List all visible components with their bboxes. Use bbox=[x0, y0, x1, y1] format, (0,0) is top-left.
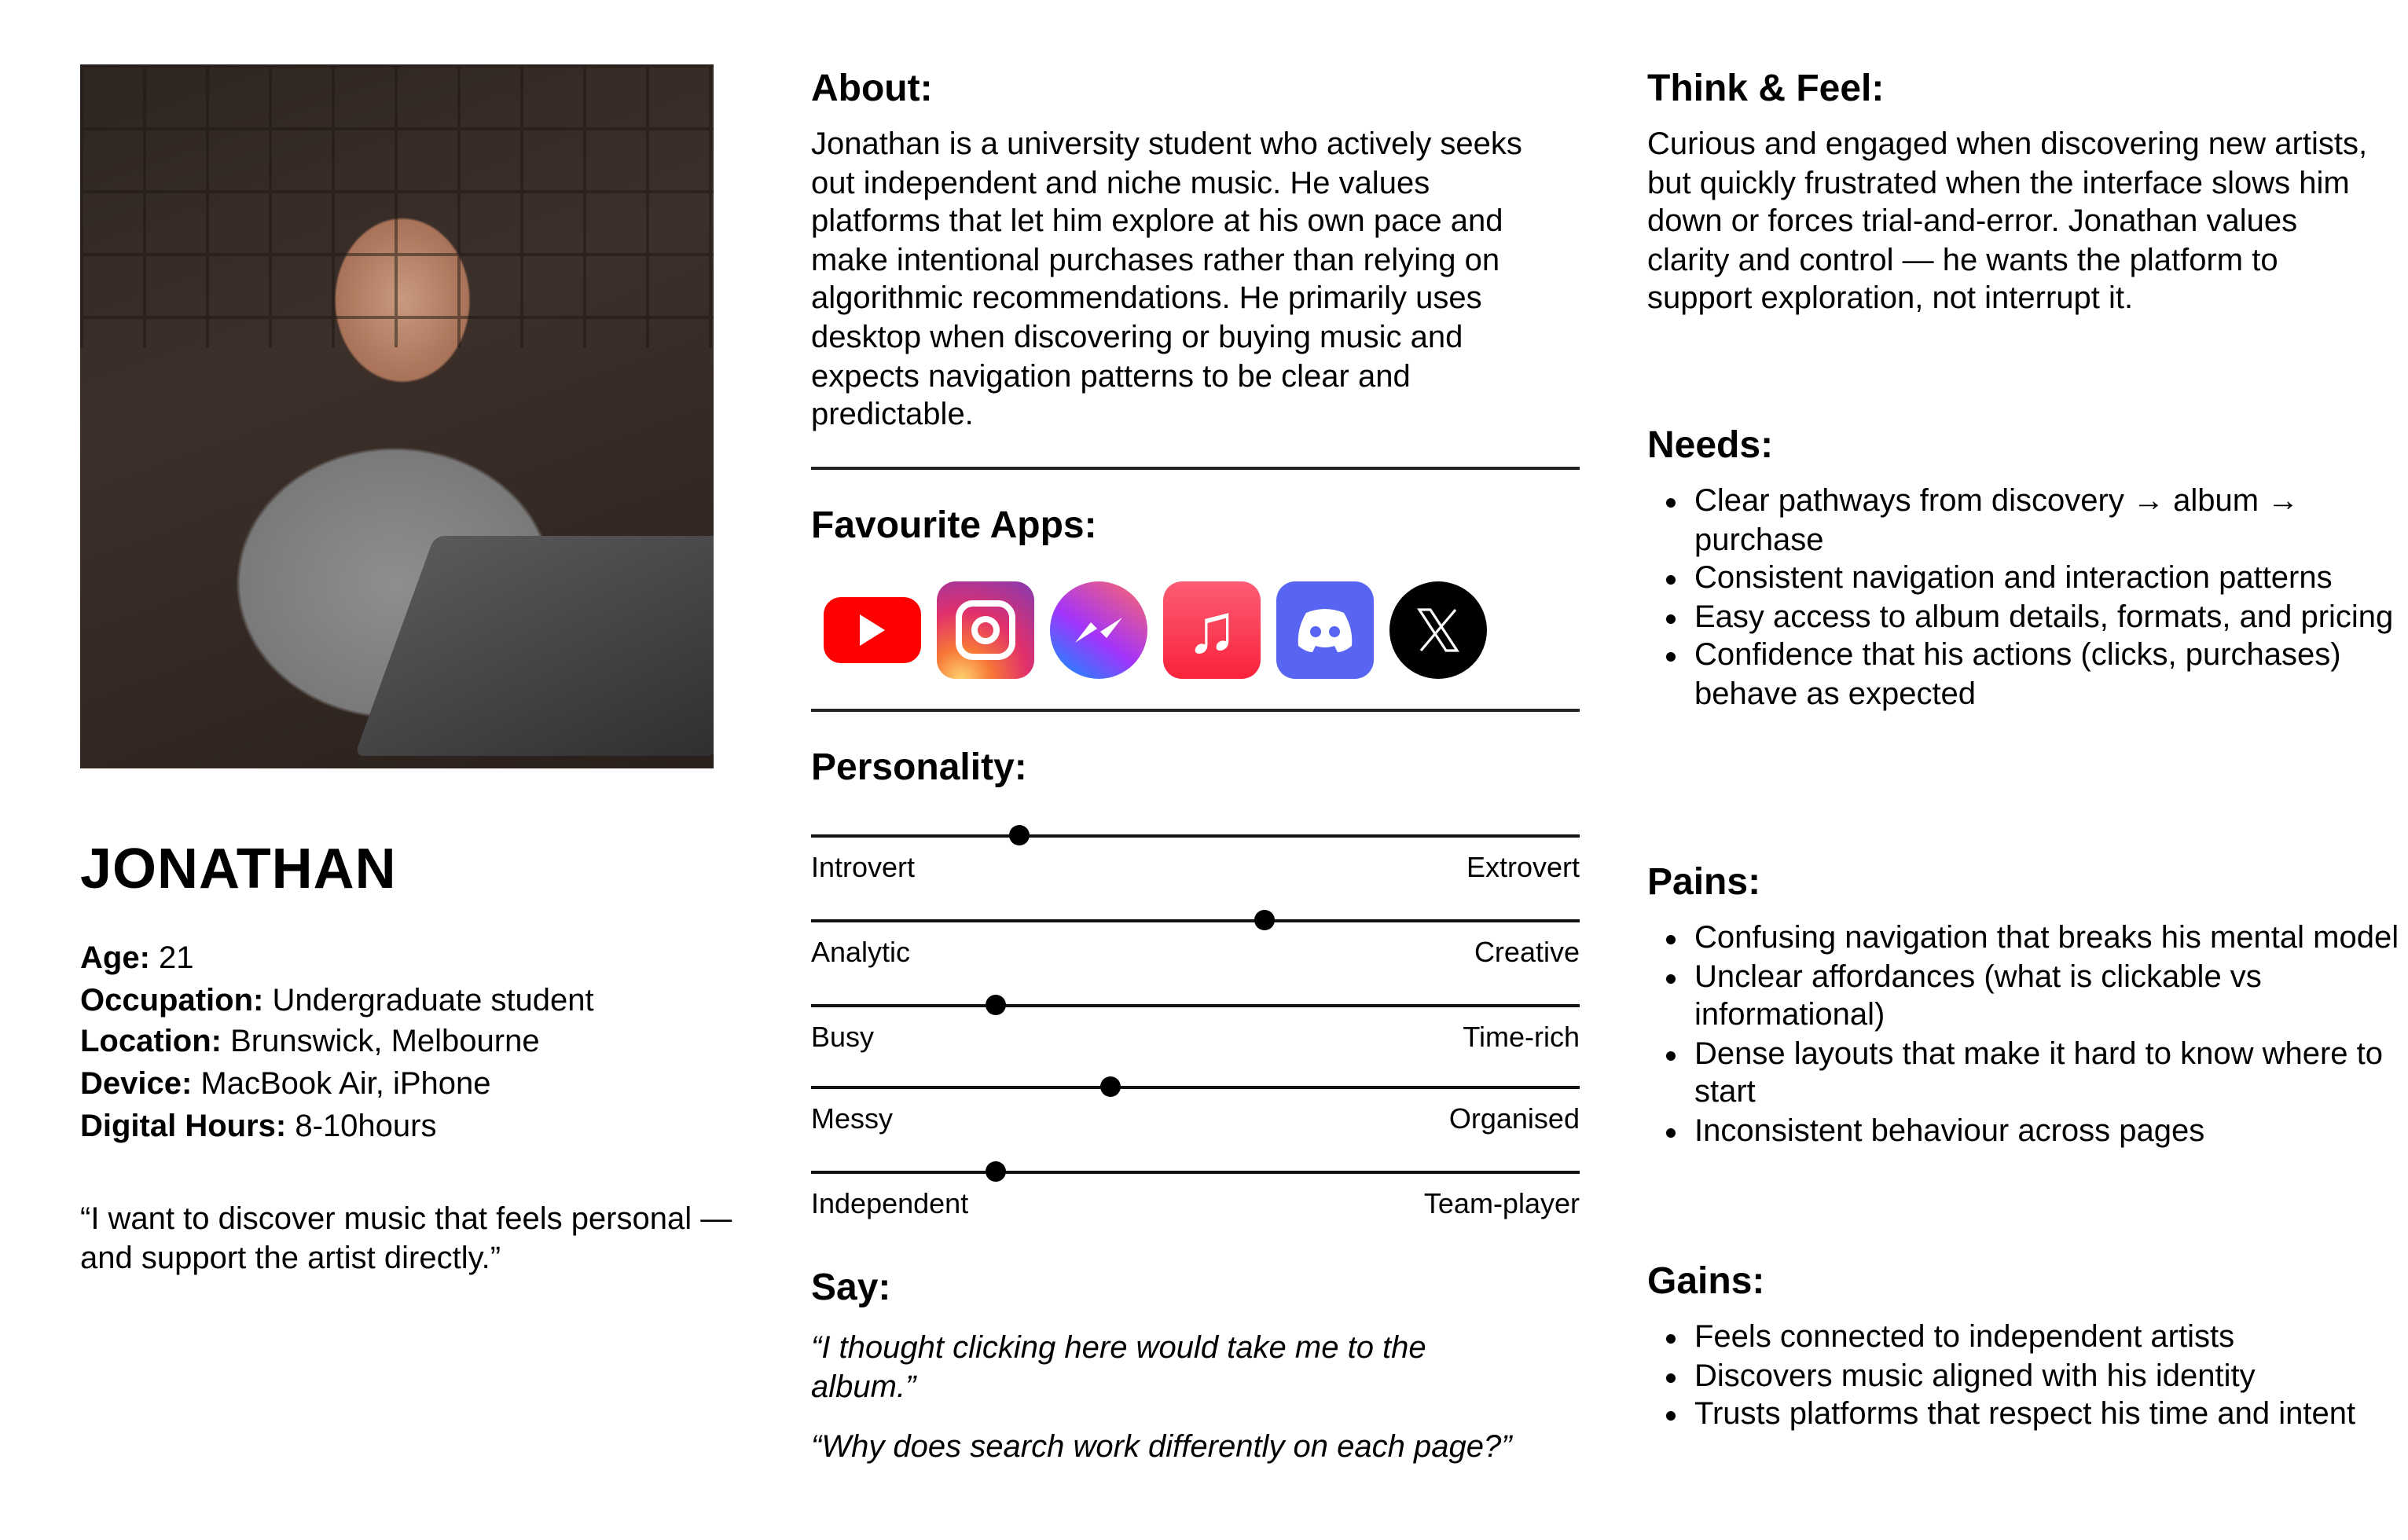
say-quote: “Why does search work differently on each page?” bbox=[811, 1430, 1512, 1465]
personality-slider bbox=[811, 1004, 1580, 1067]
trait-right-label: Creative bbox=[1474, 937, 1580, 968]
slider-track bbox=[811, 1086, 1580, 1088]
detail-location bbox=[80, 1022, 594, 1064]
slider-marker bbox=[1254, 910, 1275, 930]
personality-slider bbox=[811, 1086, 1580, 1149]
think-feel-heading: Think & Feel: bbox=[1647, 68, 1885, 110]
trait-left-label: Introvert bbox=[811, 852, 916, 883]
slider-marker bbox=[1100, 1076, 1121, 1097]
say-heading: Say: bbox=[811, 1267, 891, 1309]
needs-list bbox=[1647, 482, 2408, 714]
detail-label: Digital Hours: bbox=[80, 1109, 287, 1144]
gains-list bbox=[1647, 1318, 2408, 1435]
detail-value: MacBook Air, iPhone bbox=[192, 1067, 491, 1102]
trait-left-label: Independent bbox=[811, 1188, 969, 1219]
slider-track bbox=[811, 919, 1580, 922]
persona-photo bbox=[80, 64, 714, 768]
detail-label: Occupation: bbox=[80, 983, 264, 1018]
trait-left-label: Busy bbox=[811, 1021, 875, 1053]
trait-right-label: Extrovert bbox=[1466, 852, 1580, 883]
detail-digital-hours bbox=[80, 1106, 594, 1148]
persona-quote: “I want to discover music that feels personal — and support the artist directly.” bbox=[80, 1202, 732, 1276]
list-item: • Unclear affordances (what is clickable vs informational) bbox=[1694, 958, 2408, 1035]
trait-left-label: Analytic bbox=[811, 937, 911, 968]
list-item: • Easy access to album details, formats, and pricing bbox=[1694, 599, 2408, 637]
detail-label: Location: bbox=[80, 1025, 222, 1060]
personality-slider bbox=[811, 1171, 1580, 1234]
detail-device bbox=[80, 1064, 594, 1106]
personality-slider bbox=[811, 919, 1580, 982]
list-item: • Consistent navigation and interaction patterns bbox=[1694, 559, 2408, 598]
say-quote: “I thought clicking here would take me to the album.” bbox=[811, 1331, 1426, 1405]
slider-track bbox=[811, 834, 1580, 837]
detail-value: 21 bbox=[149, 941, 194, 976]
slider-track bbox=[811, 1004, 1580, 1006]
persona-details bbox=[80, 938, 594, 1148]
list-item: • Inconsistent behaviour across pages bbox=[1694, 1113, 2408, 1151]
list-item: • Discovers music aligned with his identity bbox=[1694, 1357, 2408, 1395]
divider bbox=[811, 467, 1580, 469]
trait-right-label: Organised bbox=[1448, 1103, 1580, 1135]
list-item: • Confidence that his actions (clicks, purchases) behave as expected bbox=[1694, 637, 2408, 714]
personality-slider bbox=[811, 834, 1580, 897]
slider-track bbox=[811, 1171, 1580, 1173]
messenger-icon bbox=[1050, 581, 1147, 679]
about-heading: About: bbox=[811, 68, 933, 110]
list-item: • Confusing navigation that breaks his mental model bbox=[1694, 919, 2408, 958]
list-item: • Clear pathways from discovery → album → purchase bbox=[1694, 482, 2408, 559]
trait-right-label: Team-player bbox=[1423, 1188, 1580, 1219]
favourite-apps bbox=[824, 581, 1487, 679]
think-feel-text: Curious and engaged when discovering new artists, but quickly frustrated when the interface slows him down or forces trial-and-error. Jonathan values clarity and control — he wants the platform to support exploration, not interrupt it. bbox=[1647, 127, 2368, 317]
detail-value: Brunswick, Melbourne bbox=[222, 1025, 540, 1060]
slider-marker bbox=[1008, 825, 1029, 845]
detail-occupation bbox=[80, 980, 594, 1021]
pains-list bbox=[1647, 919, 2408, 1151]
list-item: • Trusts platforms that respect his time and intent bbox=[1694, 1395, 2408, 1434]
slider-marker bbox=[986, 1161, 1006, 1182]
personality-heading: Personality: bbox=[811, 746, 1027, 789]
x-icon bbox=[1389, 581, 1487, 679]
list-item: • Feels connected to independent artists bbox=[1694, 1318, 2408, 1357]
trait-left-label: Messy bbox=[811, 1103, 894, 1135]
apple-music-icon: ♫ bbox=[1163, 581, 1261, 679]
detail-age bbox=[80, 938, 594, 980]
detail-label: Age: bbox=[80, 941, 150, 976]
about-text: Jonathan is a university student who actively seeks out independent and niche music. He values platforms that let him explore at his own pace and make intentional purchases rather than relying on algorithmic recommendations. He primarily uses desktop when discovering or buying music and expects navigation patterns to be clear and predictable. bbox=[811, 127, 1522, 433]
instagram-icon bbox=[937, 581, 1034, 679]
favourite-apps-heading: Favourite Apps: bbox=[811, 504, 1097, 547]
list-item: • Dense layouts that make it hard to know where to start bbox=[1694, 1036, 2408, 1113]
youtube-icon bbox=[824, 581, 921, 679]
trait-right-label: Time-rich bbox=[1463, 1021, 1580, 1053]
detail-value: 8-10hours bbox=[286, 1109, 437, 1144]
detail-value: Undergraduate student bbox=[263, 983, 594, 1018]
needs-heading: Needs: bbox=[1647, 424, 1774, 467]
discord-icon bbox=[1276, 581, 1374, 679]
divider bbox=[811, 709, 1580, 711]
persona-name: JONATHAN bbox=[80, 836, 397, 900]
gains-heading: Gains: bbox=[1647, 1260, 1765, 1303]
pains-heading: Pains: bbox=[1647, 861, 1761, 904]
detail-label: Device: bbox=[80, 1067, 193, 1102]
slider-marker bbox=[986, 995, 1006, 1015]
